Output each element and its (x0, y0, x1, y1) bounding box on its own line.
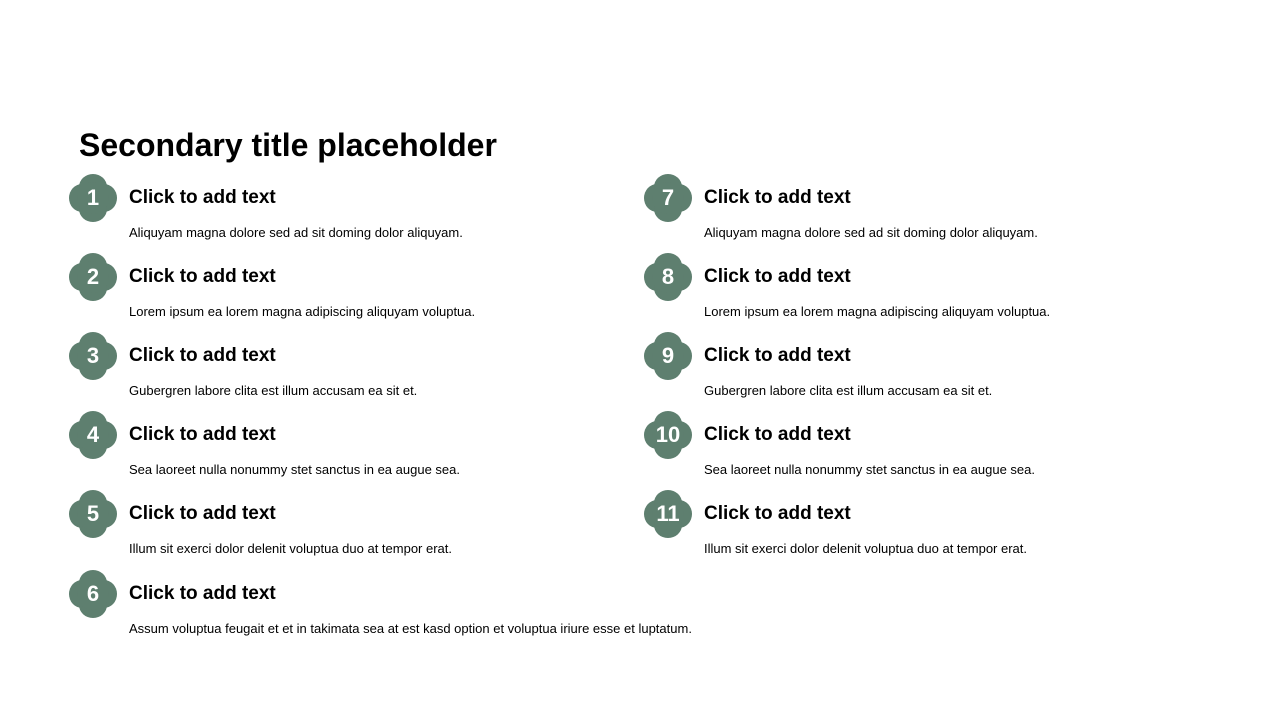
item-description[interactable]: Assum voluptua feugait et et in takimata sea at est kasd option et voluptua iriure esse et luptatum. (129, 621, 692, 636)
number-badge (69, 174, 117, 222)
item-heading[interactable]: Click to add text (704, 266, 851, 287)
badge-number: 1 (86, 185, 100, 210)
list-item (644, 174, 1264, 244)
number-badge (644, 332, 692, 380)
list-item (69, 332, 689, 402)
number-badge (69, 570, 117, 618)
item-description[interactable]: Sea laoreet nulla nonummy stet sanctus in ea augue sea. (704, 462, 1035, 477)
badge-number: 6 (86, 581, 100, 606)
number-badge (644, 490, 692, 538)
badge-number: 2 (86, 264, 100, 289)
badge-number: 4 (86, 422, 100, 447)
list-item (644, 332, 1264, 402)
number-badge (69, 332, 117, 380)
number-badge (69, 490, 117, 538)
item-heading[interactable]: Click to add text (129, 266, 276, 287)
item-heading[interactable]: Click to add text (704, 345, 851, 366)
number-badge (644, 174, 692, 222)
list-item (69, 174, 689, 244)
item-description[interactable]: Illum sit exerci dolor delenit voluptua duo at tempor erat. (704, 541, 1028, 556)
badge-number: 3 (86, 343, 100, 368)
item-heading[interactable]: Click to add text (129, 503, 276, 524)
item-heading[interactable]: Click to add text (129, 345, 276, 366)
item-heading[interactable]: Click to add text (704, 503, 851, 524)
item-description[interactable]: Lorem ipsum ea lorem magna adipiscing aliquyam voluptua. (129, 304, 476, 319)
list-item (69, 490, 689, 560)
item-description[interactable]: Sea laoreet nulla nonummy stet sanctus in ea augue sea. (129, 462, 460, 477)
item-description[interactable]: Gubergren labore clita est illum accusam ea sit et. (704, 383, 993, 398)
list-item (644, 253, 1264, 323)
number-badge (69, 411, 117, 459)
item-heading[interactable]: Click to add text (704, 424, 851, 445)
list-item (69, 411, 689, 481)
badge-number: 5 (86, 501, 100, 526)
number-badge (644, 253, 692, 301)
badge-number: 8 (661, 264, 675, 289)
number-badge (69, 253, 117, 301)
item-description[interactable]: Aliquyam magna dolore sed ad sit doming dolor aliquyam. (704, 225, 1038, 240)
list-item (69, 253, 689, 323)
item-heading[interactable]: Click to add text (129, 583, 276, 604)
list-item (644, 411, 1264, 481)
slide-title[interactable]: Secondary title placeholder (79, 127, 497, 163)
item-description[interactable]: Aliquyam magna dolore sed ad sit doming dolor aliquyam. (129, 225, 463, 240)
number-badge (644, 411, 692, 459)
badge-number: 11 (656, 501, 680, 526)
badge-number: 9 (661, 343, 675, 368)
item-heading[interactable]: Click to add text (704, 187, 851, 208)
item-heading[interactable]: Click to add text (129, 424, 276, 445)
badge-number: 7 (661, 185, 675, 210)
list-item (69, 570, 749, 640)
item-description[interactable]: Gubergren labore clita est illum accusam ea sit et. (129, 383, 418, 398)
list-item (644, 490, 1264, 560)
badge-number: 10 (655, 422, 681, 447)
item-heading[interactable]: Click to add text (129, 187, 276, 208)
item-description[interactable]: Lorem ipsum ea lorem magna adipiscing aliquyam voluptua. (704, 304, 1051, 319)
item-description[interactable]: Illum sit exerci dolor delenit voluptua duo at tempor erat. (129, 541, 453, 556)
